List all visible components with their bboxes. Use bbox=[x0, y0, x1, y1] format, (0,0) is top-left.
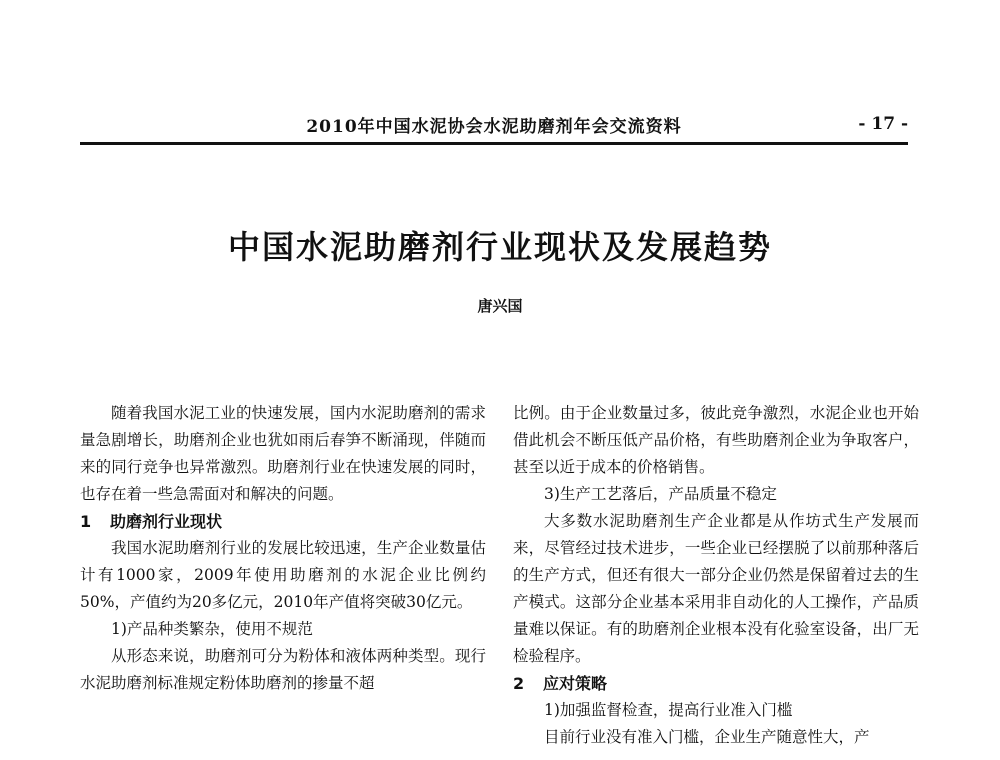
author-name: 唐兴国 bbox=[477, 297, 523, 315]
section-heading-2 bbox=[513, 670, 919, 697]
body-paragraph: 我国水泥助磨剂行业的发展比较迅速，生产企业数量估计有1000家，2009年使用助磨剂的水泥企业比例约50%，产值约为20多亿元，2010年产值将突破30亿元。 bbox=[80, 539, 486, 611]
body-paragraph: 从形态来说，助磨剂可分为粉体和液体两种类型。现行水泥助磨剂标准规定粉体助磨剂的掺量不超 bbox=[80, 647, 486, 692]
page-number: - 17 - bbox=[858, 114, 908, 134]
article-title: 中国水泥助磨剂行业现状及发展趋势 bbox=[227, 228, 772, 266]
left-column bbox=[80, 400, 486, 697]
body-paragraph: 目前行业没有准入门槛，企业生产随意性大，产 bbox=[544, 728, 870, 746]
body-paragraph: 大多数水泥助磨剂生产企业都是从作坊式生产发展而来，尽管经过技术进步，一些企业已经摆脱了以前那种落后的生产方式，但还有很大一部分企业仍然是保留着过去的生产模式。这部分企业基本采用非自动化的人工操作，产品质量难以保证。有的助磨剂企业根本没有化验室设备，出厂无检验程序。 bbox=[513, 512, 919, 665]
running-header bbox=[80, 112, 908, 140]
body-paragraph: 比例。由于企业数量过多，彼此竞争激烈，水泥企业也开始借此机会不断压低产品价格，有些助磨剂企业为争取客户，甚至以近于成本的价格销售。 bbox=[513, 404, 919, 476]
list-item-heading: 1)加强监督检查，提高行业准入门槛 bbox=[544, 701, 793, 719]
section-number: 1 bbox=[80, 512, 92, 531]
section-title: 应对策略 bbox=[543, 674, 608, 693]
journal-header-title: 2010年中国水泥协会水泥助磨剂年会交流资料 bbox=[306, 117, 682, 137]
section-title: 助磨剂行业现状 bbox=[110, 512, 223, 531]
section-heading-1 bbox=[80, 508, 486, 535]
list-item-heading: 3)生产工艺落后，产品质量不稳定 bbox=[544, 485, 777, 503]
intro-paragraph: 随着我国水泥工业的快速发展，国内水泥助磨剂的需求量急剧增长，助磨剂企业也犹如雨后春笋不断涌现，伴随而来的同行竞争也异常激烈。助磨剂行业在快速发展的同时，也存在着一些急需面对和解决的问题。 bbox=[80, 404, 486, 503]
right-column bbox=[513, 400, 919, 751]
header-rule bbox=[80, 142, 908, 145]
list-item-heading: 1)产品种类繁杂，使用不规范 bbox=[111, 620, 313, 638]
section-number: 2 bbox=[513, 674, 525, 693]
